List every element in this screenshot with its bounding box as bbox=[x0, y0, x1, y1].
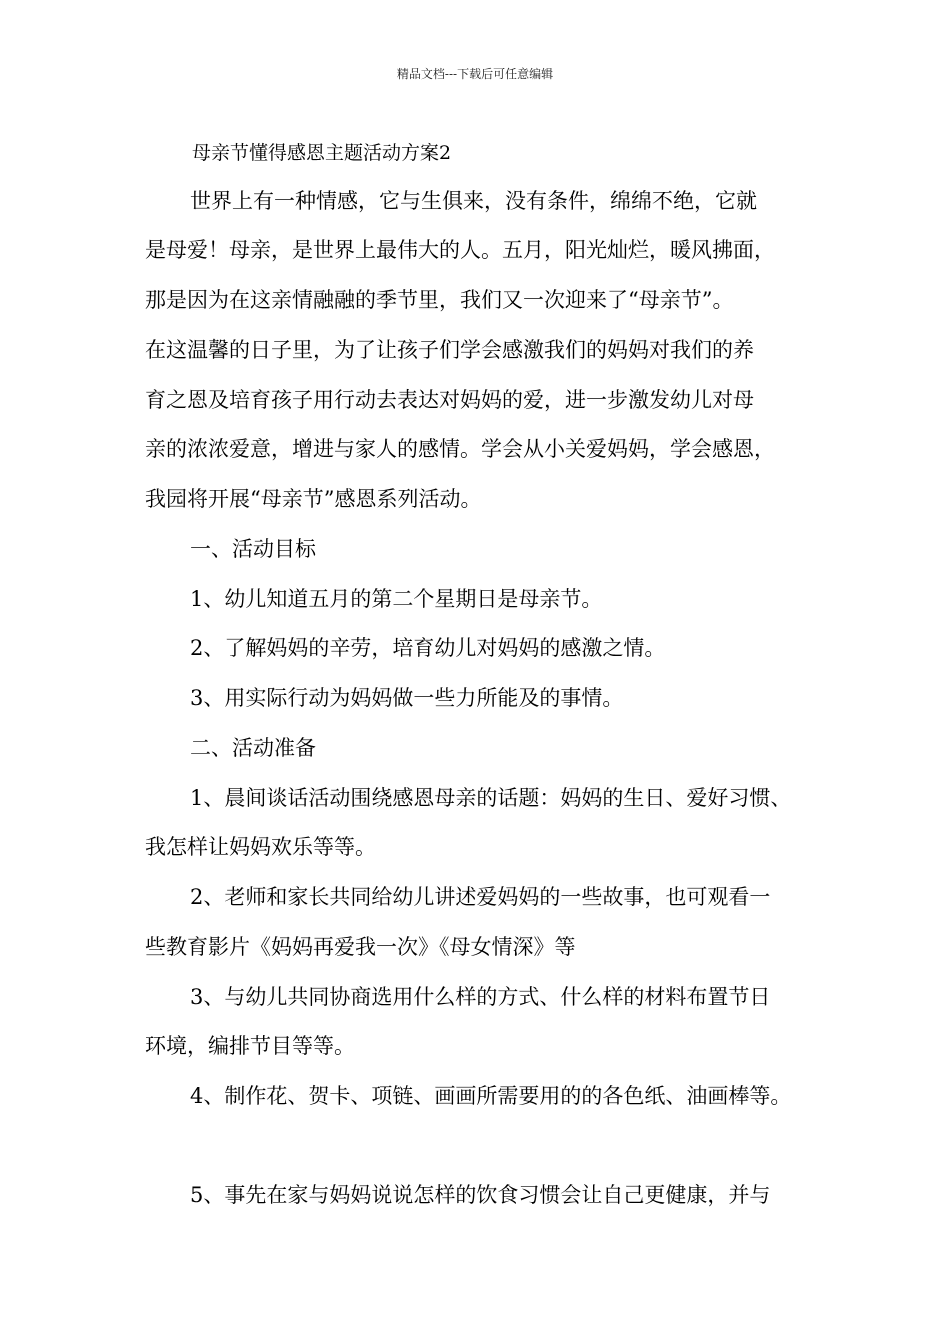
preparation-line: 我怎样让妈妈欢乐等等。 bbox=[145, 835, 376, 859]
preparation-line: 环境，编排节目等等。 bbox=[145, 1034, 355, 1058]
intro-line: 那是因为在这亲情融融的季节里，我们又一次迎来了“母亲节”。 bbox=[145, 288, 734, 312]
intro-line: 是母爱！母亲，是世界上最伟大的人。五月，阳光灿烂，暖风拂面， bbox=[145, 238, 775, 262]
intro-line: 在这温馨的日子里，为了让孩子们学会感激我们的妈妈对我们的养 bbox=[145, 338, 754, 362]
document-title: 母亲节懂得感恩主题活动方案2 bbox=[192, 142, 452, 164]
preparation-line: 1、晨间谈话活动围绕感恩母亲的话题：妈妈的生日、爱好习惯、 bbox=[190, 786, 792, 810]
intro-line: 世界上有一种情感，它与生俱来，没有条件，绵绵不绝，它就 bbox=[190, 189, 757, 213]
preparation-line: 2、老师和家长共同给幼儿讲述爱妈妈的一些故事，也可观看一 bbox=[190, 885, 771, 909]
section-heading-goals: 一、活动目标 bbox=[190, 537, 316, 561]
intro-line: 育之恩及培育孩子用行动去表达对妈妈的爱，进一步激发幼儿对母 bbox=[145, 388, 754, 412]
preparation-line: 些教育影片《妈妈再爱我一次》《母女情深》等 bbox=[145, 935, 576, 959]
preparation-line: 3、与幼儿共同协商选用什么样的方式、什么样的材料布置节日 bbox=[190, 985, 771, 1009]
goal-item: 2、了解妈妈的辛劳，培育幼儿对妈妈的感激之情。 bbox=[190, 636, 666, 660]
intro-line: 亲的浓浓爱意，增进与家人的感情。学会从小关爱妈妈，学会感恩， bbox=[145, 437, 775, 461]
goal-item: 1、幼儿知道五月的第二个星期日是母亲节。 bbox=[190, 587, 603, 611]
preparation-line: 5、事先在家与妈妈说说怎样的饮食习惯会让自己更健康，并与 bbox=[190, 1183, 771, 1207]
goal-item: 3、用实际行动为妈妈做一些力所能及的事情。 bbox=[190, 686, 624, 710]
page-header: 精品文档---下载后可任意编辑 bbox=[396, 67, 554, 81]
section-heading-preparation: 二、活动准备 bbox=[190, 736, 316, 760]
preparation-line: 4、制作花、贺卡、项链、画画所需要用的的各色纸、油画棒等。 bbox=[190, 1084, 792, 1108]
intro-line: 我园将开展“母亲节”感恩系列活动。 bbox=[145, 487, 482, 511]
